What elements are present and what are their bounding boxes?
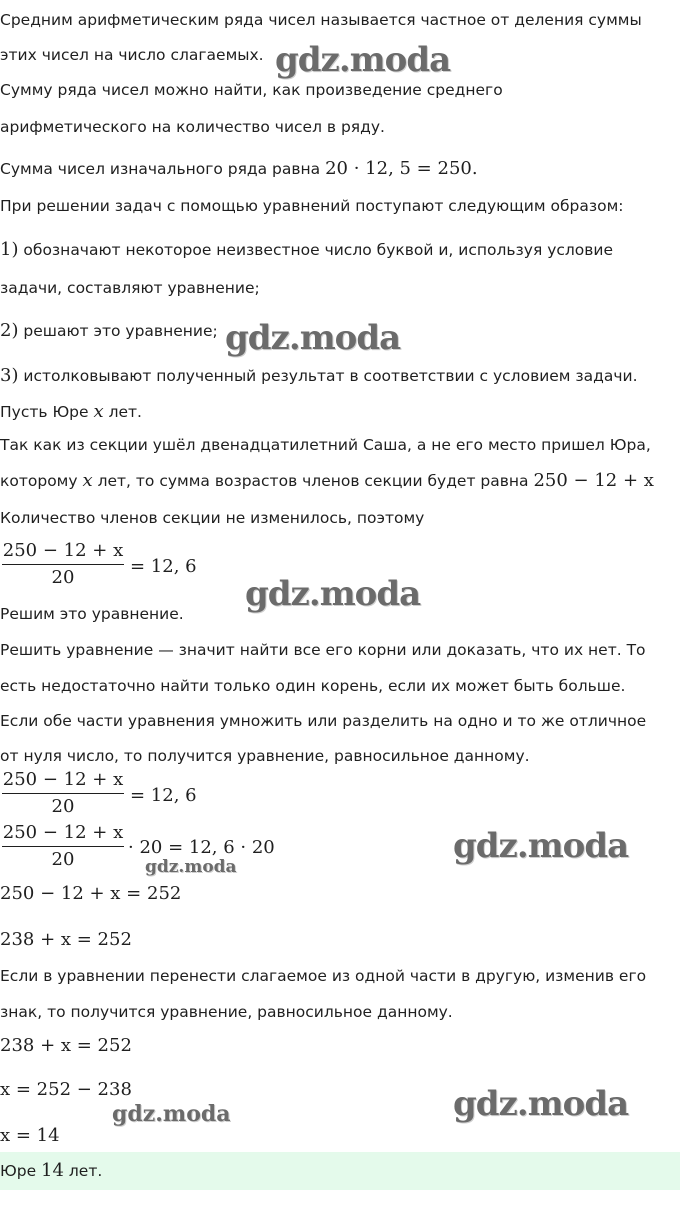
let-line	[0, 402, 142, 422]
watermark: gdz.moda	[245, 574, 421, 614]
fraction-numerator: 250 − 12 + x	[2, 540, 124, 561]
answer-box	[0, 1152, 680, 1190]
step-number: 1)	[0, 239, 19, 260]
watermark: gdz.moda	[453, 1084, 629, 1124]
step-text: решают это уравнение;	[18, 322, 218, 340]
var-x: x	[93, 401, 104, 422]
equation-line: 238 + x = 252	[0, 1035, 132, 1056]
theory-line: Если обе части уравнения умножить или разделить на одно и то же отличное	[0, 712, 647, 730]
fraction-denominator: 20	[51, 796, 75, 817]
sum-text: Сумма чисел изначального ряда равна	[0, 160, 326, 178]
fraction-eq3	[2, 822, 124, 871]
text: лет.	[103, 403, 142, 421]
fraction-numerator: 250 − 12 + x	[2, 822, 124, 843]
answer-text: Юре	[0, 1162, 42, 1180]
eq2-rhs: = 12, 6	[130, 785, 197, 806]
text: Пусть Юре	[0, 403, 94, 421]
sum-line	[0, 159, 478, 179]
theory-line: арифметического на количество чисел в ряду.	[0, 118, 385, 136]
watermark: gdz.moda	[112, 1101, 231, 1127]
fraction-bar	[2, 846, 124, 847]
eq3-rhs: · 20 = 12, 6 · 20	[128, 837, 275, 858]
reason-line: Так как из секции ушёл двенадцатилетний Саша, а не его место пришел Юра,	[0, 436, 651, 454]
step-text: обозначают некоторое неизвестное число буквой и, используя условие	[18, 241, 614, 259]
equation-line: x = 14	[0, 1125, 60, 1146]
answer-number: 14	[41, 1160, 64, 1181]
step-text: истолковывают полученный результат в соответствии с условием задачи.	[18, 367, 638, 385]
fraction-bar	[2, 793, 124, 794]
eq1-rhs: = 12, 6	[130, 556, 197, 577]
step-number: 3)	[0, 365, 19, 386]
theory-line: Решить уравнение — значит найти все его корни или доказать, что их нет. То	[0, 641, 646, 659]
text: лет, то сумма возрастов членов секции будет равна	[92, 472, 534, 490]
solve-line: Решим это уравнение.	[0, 605, 184, 623]
step-3	[0, 366, 638, 386]
equation-line: 238 + x = 252	[0, 929, 132, 950]
sum-expression: 250 − 12 + x	[533, 470, 654, 491]
text: которому	[0, 472, 83, 490]
fraction-denominator: 20	[51, 849, 75, 870]
theory-line: от нуля число, то получится уравнение, равносильное данному.	[0, 747, 530, 765]
count-line: Количество членов секции не изменилось, поэтому	[0, 509, 425, 527]
fraction-eq1	[2, 540, 124, 589]
watermark: gdz.moda	[275, 40, 451, 80]
fraction-denominator: 20	[51, 567, 75, 588]
equation-line: 250 − 12 + x = 252	[0, 883, 182, 904]
theory-line: есть недостаточно найти только один корень, если их может быть больше.	[0, 677, 626, 695]
var-x: x	[82, 470, 93, 491]
step-2	[0, 321, 218, 341]
answer-text: лет.	[63, 1162, 103, 1180]
watermark: gdz.moda	[225, 318, 401, 358]
equation-line: x = 252 − 238	[0, 1079, 132, 1100]
step-1	[0, 240, 613, 260]
theory-line: этих чисел на число слагаемых.	[0, 46, 264, 64]
step-1-cont: задачи, составляют уравнение;	[0, 279, 260, 297]
method-intro: При решении задач с помощью уравнений поступают следующим образом:	[0, 197, 624, 215]
fraction-numerator: 250 − 12 + x	[2, 769, 124, 790]
sum-math: 20 · 12, 5 = 250.	[325, 158, 478, 179]
transfer-rule: Если в уравнении перенести слагаемое из одной части в другую, изменив его	[0, 967, 647, 985]
theory-line: Сумму ряда чисел можно найти, как произведение среднего	[0, 81, 503, 99]
watermark: gdz.moda	[145, 857, 237, 877]
fraction-bar	[2, 564, 124, 565]
transfer-rule-cont: знак, то получится уравнение, равносильное данному.	[0, 1003, 453, 1021]
step-number: 2)	[0, 320, 19, 341]
fraction-eq2	[2, 769, 124, 818]
reason-line-2	[0, 471, 654, 491]
theory-line: Средним арифметическим ряда чисел называется частное от деления суммы	[0, 11, 642, 29]
watermark: gdz.moda	[453, 826, 629, 866]
